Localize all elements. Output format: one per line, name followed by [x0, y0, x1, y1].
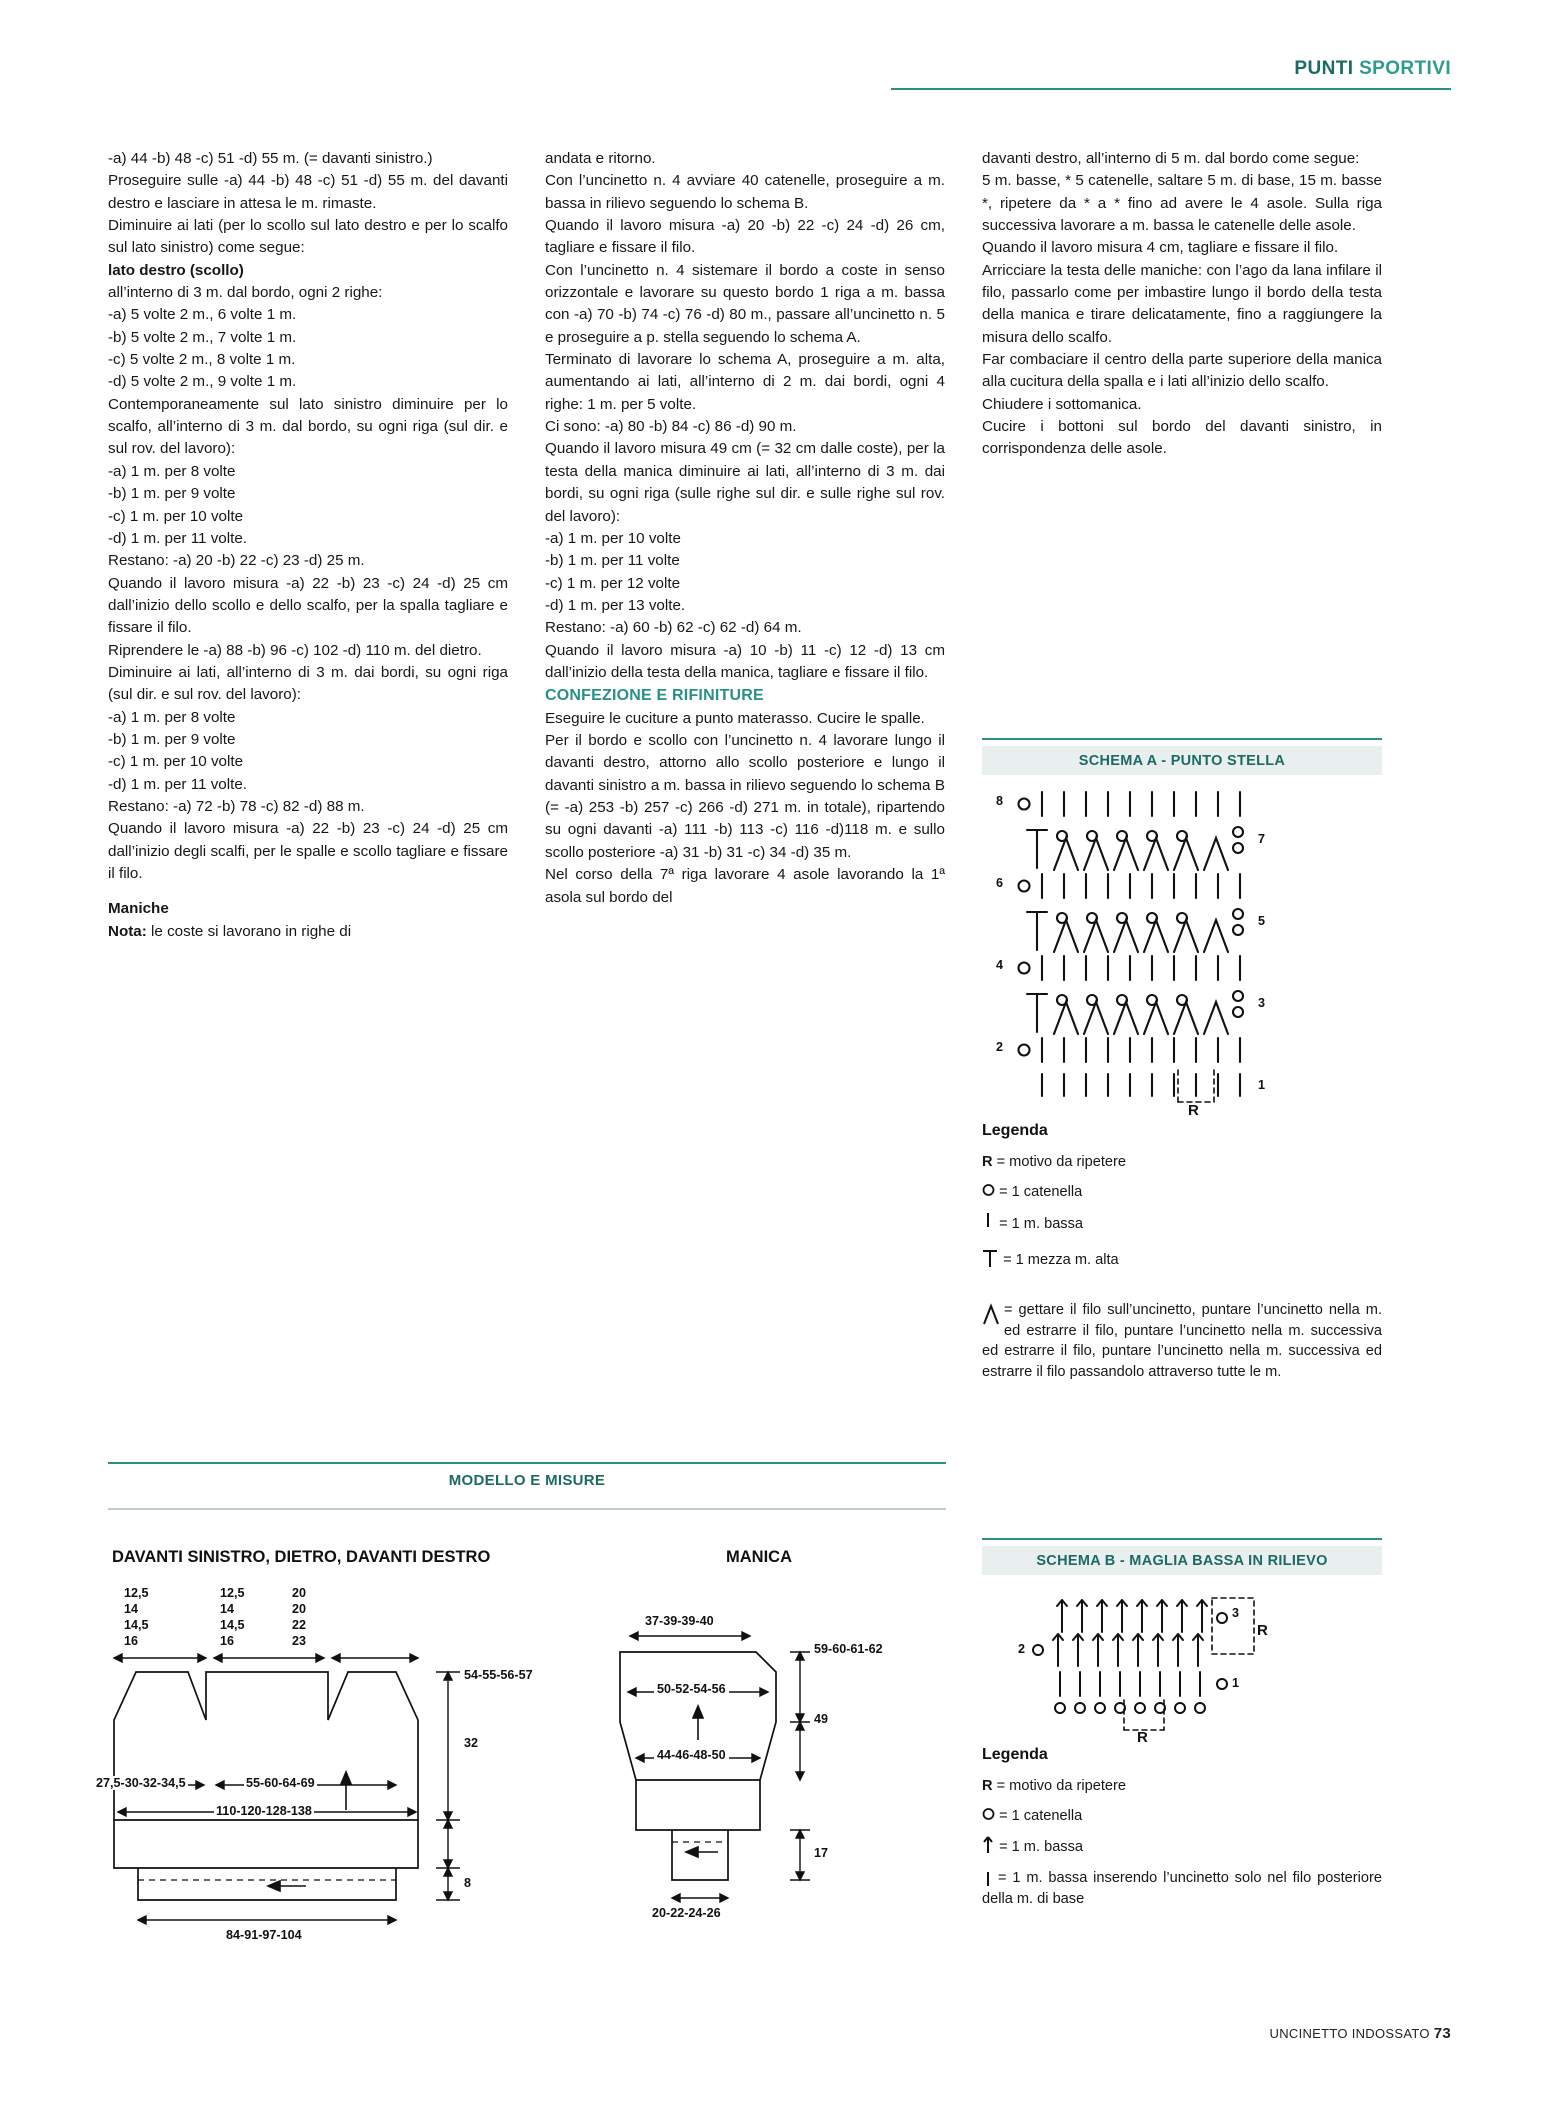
- legend-row-star-stitch: [982, 1300, 1382, 1383]
- schema-b-row-2: 2: [1018, 1642, 1026, 1656]
- paragraph: Far combaciare il centro della parte superiore della manica alla cucitura della spalla e i lati all’inizio dello scalfo.: [982, 351, 1382, 391]
- paragraph: -a) 1 m. per 8 volte: [108, 462, 236, 480]
- legend-symbol-R: R: [982, 1778, 993, 1794]
- measure-a-3: 14,5: [124, 1618, 149, 1632]
- single-crochet-icon: [982, 1212, 995, 1228]
- paragraph: Quando il lavoro misura -a) 22 -b) 23 -c) 24 -d) 25 cm dall’inizio dello scollo e dello scalfo, per la spalla tagliare e fissare il filo.: [108, 574, 508, 637]
- paragraph: -a) 1 m. per 8 volte: [108, 708, 236, 726]
- schema-a-row-5: 5: [1258, 914, 1266, 928]
- paragraph: -d) 1 m. per 11 volte.: [108, 775, 247, 793]
- schema-a-title: SCHEMA A - PUNTO STELLA: [982, 746, 1382, 775]
- legend-text: = 1 mezza m. alta: [1003, 1252, 1119, 1268]
- paragraph: Quando il lavoro misura 4 cm, tagliare e fissare il filo.: [982, 239, 1339, 257]
- legend-text: = 1 m. bassa: [999, 1839, 1084, 1855]
- paragraph: -a) 1 m. per 10 volte: [545, 529, 681, 547]
- schema-a-top-rule: [982, 738, 1382, 740]
- legend-row-chain: [982, 1182, 1382, 1203]
- paragraph: Restano: -a) 72 -b) 78 -c) 82 -d) 88 m.: [108, 797, 365, 815]
- schema-a-svg: [982, 782, 1382, 1132]
- paragraph: -d) 5 volte 2 m., 9 volte 1 m.: [108, 373, 297, 391]
- sleeve-schematic: [600, 1580, 960, 1960]
- measure-b-4: 16: [220, 1634, 235, 1648]
- half-double-crochet-icon: [982, 1248, 999, 1268]
- legend-text: = motivo da ripetere: [996, 1778, 1126, 1794]
- legend-text: = 1 catenella: [999, 1184, 1083, 1200]
- measure-c-4: 23: [292, 1634, 307, 1648]
- schema-b-top-rule: [982, 1538, 1382, 1540]
- paragraph: Riprendere le -a) 88 -b) 96 -c) 102 -d) 110 m. del dietro.: [108, 641, 482, 659]
- schema-a-row-4: 4: [996, 958, 1004, 972]
- measure-total-width: 110-120-128-138: [216, 1804, 312, 1818]
- paragraph: Quando il lavoro misura -a) 22 -b) 23 -c) 24 -d) 25 cm dall’inizio degli scalfi, per le spalle e scollo tagliare e fissare il filo.: [108, 820, 508, 882]
- measure-shoulder-height: 54-55-56-57: [464, 1668, 533, 1682]
- schema-b-chart: [982, 1588, 1382, 1748]
- paragraph: Quando il lavoro misura 49 cm (= 32 cm dalle coste), per la testa della manica diminuire ai lati, all’interno di 3 m. dai bordi, su ogni riga (sulle righe sul dir. e sulle righe sul rov. del lavoro):: [545, 440, 945, 525]
- header-title: PUNTI SPORTIVI: [1294, 58, 1451, 79]
- sleeve-cap-height: 49: [814, 1712, 829, 1726]
- text-column-3: [982, 148, 1382, 461]
- page-header: [591, 58, 1451, 80]
- paragraph: Per il bordo e scollo con l’uncinetto n. 4 lavorare lungo il davanti destro, attorno allo scollo posteriore e lungo il davanti sinistro a m. bassa in rilievo seguendo lo schema B (= -a) 253 -b) 257 -c) 266 -d) 271 m. in totale), ripartendo su ogni davanti -a) 111 -b) 113 -c) 116 -d)118 m. e sullo scollo posteriore -a) 31 -b) 31 -c) 34 -d) 35 m.: [545, 732, 945, 861]
- paragraph: -c) 1 m. per 12 volte: [545, 574, 681, 592]
- subheading-maniche: Maniche: [108, 900, 169, 918]
- post-stitch-icon: [982, 1836, 995, 1854]
- paragraph: -b) 1 m. per 11 volte: [545, 552, 680, 570]
- paragraph: all’interno di 3 m. dal bordo, ogni 2 righe:: [108, 284, 383, 302]
- paragraph: -a) 5 volte 2 m., 6 volte 1 m.: [108, 306, 297, 324]
- legend-text: = 1 m. bassa: [999, 1216, 1084, 1232]
- footer-text: UNCINETTO INDOSSATO: [1269, 2026, 1430, 2041]
- paragraph: -c) 1 m. per 10 volte: [108, 507, 244, 525]
- paragraph: Diminuire ai lati, all’interno di 3 m. dai bordi, su ogni riga (sul dir. e sul rov. del lavoro):: [108, 663, 508, 704]
- paragraph: Terminato di lavorare lo schema A, proseguire a m. alta, aumentando ai lati, all’interno di 2 m. dai bordi, ogni 4 righe: 1 m. per 5 volte.: [545, 351, 945, 413]
- measure-b-1: 12,5: [220, 1586, 245, 1600]
- legend-text: = motivo da ripetere: [996, 1154, 1126, 1170]
- schema-a-row-1: 1: [1258, 1078, 1266, 1092]
- nota-label: Nota:: [108, 922, 147, 940]
- paragraph: Eseguire le cuciture a punto materasso. Cucire le spalle.: [545, 709, 925, 727]
- paragraph: Restano: -a) 20 -b) 22 -c) 23 -d) 25 m.: [108, 552, 365, 570]
- paragraph: davanti destro, all’interno di 5 m. dal bordo come segue:: [982, 150, 1360, 167]
- schema-a-repeat-label: R: [1188, 1102, 1199, 1119]
- legend-text: = gettare il filo sull’uncinetto, puntare l’uncinetto nella m. ed estrarre il filo, puntare l’uncinetto nella m. successiva ed estrarre il filo, puntare l’uncinetto nella m. successiva ed estrarre il filo passandolo attraverso tutte le m.: [982, 1302, 1382, 1381]
- paragraph: -a) 44 -b) 48 -c) 51 -d) 55 m. (= davanti sinistro.): [108, 150, 433, 167]
- paragraph: -d) 1 m. per 11 volte.: [108, 529, 247, 547]
- paragraph: andata e ritorno.: [545, 150, 656, 167]
- measure-b-3: 14,5: [220, 1618, 245, 1632]
- measure-a-1: 12,5: [124, 1586, 149, 1600]
- section-heading-confezione: CONFEZIONE E RIFINITURE: [545, 687, 764, 705]
- sleeve-cuff-height: 17: [814, 1846, 829, 1860]
- chain-icon: [982, 1807, 995, 1820]
- measure-c-2: 20: [292, 1602, 307, 1616]
- left-schematic: [96, 1580, 596, 1960]
- measure-side-width: 27,5-30-32-34,5: [96, 1776, 186, 1790]
- right-diagram-title: MANICA: [726, 1548, 792, 1566]
- paragraph: Nel corso della 7ª riga lavorare 4 asole lavorando la 1ª asola sul bordo del: [545, 866, 945, 906]
- paragraph: -c) 5 volte 2 m., 8 volte 1 m.: [108, 351, 296, 369]
- paragraph: Quando il lavoro misura -a) 20 -b) 22 -c) 24 -d) 26 cm, tagliare e fissare il filo.: [545, 217, 945, 257]
- schema-b-legend-title: Legenda: [982, 1746, 1048, 1763]
- legend-b-row-post-stitch: [982, 1836, 1382, 1858]
- back-loop-icon: [982, 1871, 998, 1887]
- legend-row-half-double: [982, 1248, 1382, 1271]
- legend-b-row-back-loop: [982, 1868, 1382, 1909]
- measure-c-1: 20: [292, 1586, 307, 1600]
- schema-b-row-3: 3: [1232, 1606, 1240, 1620]
- measure-center-width: 55-60-64-69: [246, 1776, 315, 1790]
- text-column-2: [545, 148, 945, 909]
- schema-b-svg: [982, 1588, 1382, 1748]
- legend-row-single-crochet: [982, 1212, 1382, 1235]
- legend-b-row-repeat: [982, 1776, 1382, 1797]
- legend-text: = 1 catenella: [999, 1808, 1083, 1824]
- paragraph: Quando il lavoro misura -a) 10 -b) 11 -c) 12 -d) 13 cm dall’inizio della testa della manica, tagliare e fissare il filo.: [545, 641, 945, 681]
- paragraph-nota: [108, 921, 508, 943]
- measure-armhole: 32: [464, 1736, 479, 1750]
- left-schematic-svg: [96, 1580, 596, 1960]
- sleeve-top-measure: 37-39-39-40: [642, 1614, 717, 1628]
- measure-hem: 8: [464, 1876, 472, 1890]
- schema-b-repeat-label-right: R: [1257, 1622, 1268, 1639]
- schema-b-repeat-label-bottom: R: [1137, 1729, 1148, 1746]
- paragraph: -b) 1 m. per 9 volte: [108, 485, 236, 503]
- schema-a-chart: [982, 782, 1382, 1132]
- measure-a-2: 14: [124, 1602, 139, 1616]
- paragraph: Contemporaneamente sul lato sinistro diminuire per lo scalfo, all’interno di 3 m. dal bordo, su ogni riga (sul dir. e sul rov. del lavoro):: [108, 395, 508, 458]
- footer: [1270, 2025, 1452, 2042]
- schema-b-title: SCHEMA B - MAGLIA BASSA IN RILIEVO: [982, 1546, 1382, 1575]
- schema-a-row-7: 7: [1258, 832, 1266, 846]
- sleeve-cuff-width: 20-22-24-26: [652, 1906, 721, 1920]
- paragraph: -d) 1 m. per 13 volte.: [545, 596, 686, 614]
- measure-a-4: 16: [124, 1634, 139, 1648]
- sleeve-side-height: 59-60-61-62: [814, 1642, 883, 1656]
- model-band-bottom-rule: [108, 1508, 946, 1510]
- measure-b-2: 14: [220, 1602, 235, 1616]
- legend-text: = 1 m. bassa inserendo l’uncinetto solo nel filo posteriore della m. di base: [982, 1870, 1382, 1907]
- schema-a-legend-title: Legenda: [982, 1122, 1048, 1139]
- text-column-1: [108, 148, 508, 943]
- left-diagram-title: DAVANTI SINISTRO, DIETRO, DAVANTI DESTRO: [112, 1548, 491, 1566]
- legend-symbol-R: R: [982, 1154, 993, 1170]
- schema-a-row-3: 3: [1258, 996, 1266, 1010]
- paragraph: -c) 1 m. per 10 volte: [108, 753, 244, 771]
- schema-a-row-2: 2: [996, 1040, 1004, 1054]
- sleeve-upper-width: 50-52-54-56: [654, 1682, 729, 1696]
- paragraph: Con l’uncinetto n. 4 sistemare il bordo a coste in senso orizzontale e lavorare su questo bordo 1 riga a m. bassa con -a) 70 -b) 74 -c) 76 -d) 80 m., passare all’uncinetto n. 5 e proseguire a p. stella seguendo lo schema A.: [545, 261, 945, 346]
- schema-a-row-6: 6: [996, 876, 1004, 890]
- paragraph: Diminuire ai lati (per lo scollo sul lato destro e per lo scalfo sul lato sinistro) come segue:: [108, 217, 508, 257]
- nota-text: le coste si lavorano in righe di: [146, 922, 352, 940]
- paragraph: Arricciare la testa delle maniche: con l’ago da lana infilare il filo, passarlo come per imbastire lungo il bordo della testa della manica e tirare delicatamente, fino a raggiungere la misura dello scalfo.: [982, 261, 1382, 346]
- paragraph: Proseguire sulle -a) 44 -b) 48 -c) 51 -d) 55 m. del davanti destro e lasciare in attesa le m. rimaste.: [108, 172, 508, 212]
- paragraph: -b) 5 volte 2 m., 7 volte 1 m.: [108, 328, 297, 346]
- header-rule: [891, 88, 1451, 90]
- paragraph: Con l’uncinetto n. 4 avviare 40 catenelle, proseguire a m. bassa in rilievo seguendo lo schema B.: [545, 172, 945, 212]
- legend-row-repeat: [982, 1152, 1382, 1173]
- model-band-top-rule: [108, 1462, 946, 1464]
- sleeve-schematic-svg: [600, 1580, 960, 1960]
- model-band-title: MODELLO E MISURE: [448, 1472, 606, 1489]
- paragraph: Ci sono: -a) 80 -b) 84 -c) 86 -d) 90 m.: [545, 418, 797, 436]
- sleeve-lower-width: 44-46-48-50: [654, 1748, 729, 1762]
- page-number: 73: [1433, 2025, 1451, 2042]
- chain-icon: [982, 1183, 995, 1196]
- paragraph: Chiudere i sottomanica.: [982, 395, 1142, 413]
- subheading-lato-destro: lato destro (scollo): [108, 261, 244, 279]
- schema-a-row-8: 8: [996, 794, 1004, 808]
- paragraph: Restano: -a) 60 -b) 62 -c) 62 -d) 64 m.: [545, 619, 802, 637]
- measure-c-3: 22: [292, 1618, 307, 1632]
- schema-b-row-1: 1: [1232, 1676, 1240, 1690]
- paragraph: Cucire i bottoni sul bordo del davanti sinistro, in corrispondenza delle asole.: [982, 418, 1382, 458]
- legend-b-row-chain: [982, 1806, 1382, 1827]
- measure-bottom-width: 84-91-97-104: [226, 1928, 302, 1942]
- star-stitch-icon: [982, 1302, 1004, 1326]
- paragraph: 5 m. basse, * 5 catenelle, saltare 5 m. di base, 15 m. basse *, ripetere da * a * fino ad avere le 4 asole. Sulla riga successiva lavorare a m. bassa le catenelle delle asole.: [982, 172, 1382, 235]
- paragraph: -b) 1 m. per 9 volte: [108, 730, 236, 748]
